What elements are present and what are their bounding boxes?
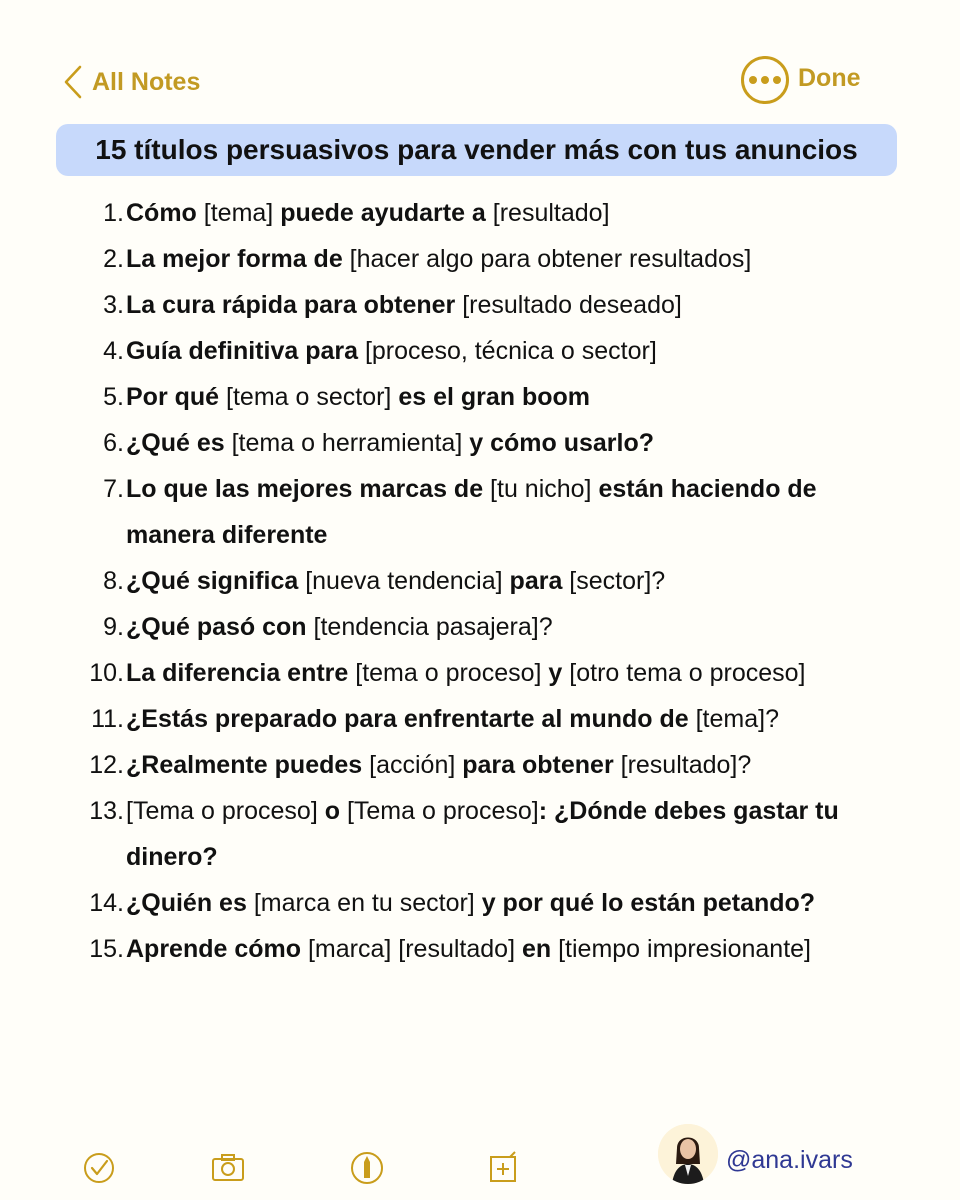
bold-phrase: están haciendo de manera diferente	[126, 475, 817, 549]
more-dot-icon	[749, 76, 757, 84]
bold-phrase: Lo que las mejores marcas de	[126, 475, 484, 503]
profile-photo	[658, 1124, 718, 1184]
camera-icon[interactable]	[210, 1150, 246, 1186]
list-item-number: 3.	[103, 291, 124, 319]
placeholder-phrase: [hacer algo para obtener resultados]	[342, 245, 752, 273]
placeholder-phrase: [acción]	[362, 751, 463, 779]
list-item-text	[126, 190, 886, 236]
pen-icon[interactable]	[349, 1150, 385, 1186]
bottom-toolbar	[0, 1120, 960, 1200]
numbered-list	[0, 190, 960, 972]
bold-phrase: La diferencia entre	[126, 659, 349, 687]
bold-phrase: Por qué	[126, 383, 220, 411]
bold-phrase: puede ayudarte a	[280, 199, 486, 227]
bold-phrase: Cómo	[126, 199, 197, 227]
list-item-text	[126, 420, 886, 466]
list-item-number: 4.	[103, 337, 124, 365]
list-item-text	[126, 466, 886, 558]
bold-phrase: La mejor forma de	[126, 245, 343, 273]
placeholder-phrase: [marca] [resultado]	[301, 935, 522, 963]
list-item	[0, 650, 960, 696]
list-item-number: 11.	[91, 705, 124, 733]
chevron-left-icon	[62, 64, 84, 100]
list-item-text	[126, 328, 886, 374]
placeholder-phrase: [tiempo impresionante]	[551, 935, 812, 963]
list-item-number: 9.	[103, 613, 124, 641]
list-item	[0, 420, 960, 466]
list-item-text	[126, 282, 886, 328]
list-item	[0, 374, 960, 420]
list-item-text	[126, 604, 886, 650]
bold-phrase: ¿Realmente puedes	[126, 751, 363, 779]
list-item-text	[126, 880, 886, 926]
note-title: 15 títulos persuasivos para vender más con tus anuncios	[95, 134, 858, 165]
checklist-icon[interactable]	[81, 1150, 117, 1186]
list-item-number: 13.	[89, 797, 124, 825]
list-item-number: 12.	[89, 751, 124, 779]
bold-phrase: ¿Qué es	[126, 429, 225, 457]
new-note-icon[interactable]	[486, 1150, 522, 1186]
top-bar	[0, 0, 960, 130]
bold-phrase: y por qué lo están petando?	[481, 889, 816, 917]
placeholder-phrase: [tema o herramienta]	[224, 429, 470, 457]
bold-phrase: La cura rápida para obtener	[126, 291, 456, 319]
bold-phrase: ¿Quién es	[126, 889, 247, 917]
list-item	[0, 696, 960, 742]
list-item	[0, 328, 960, 374]
list-item-text	[126, 696, 886, 742]
list-item	[0, 282, 960, 328]
back-button[interactable]	[62, 60, 200, 104]
back-label: All Notes	[92, 67, 201, 96]
list-item-text	[126, 742, 886, 788]
placeholder-phrase: [Tema o proceso]	[126, 797, 325, 825]
placeholder-phrase: [tema]?	[688, 705, 779, 733]
bold-phrase: para	[509, 567, 563, 595]
list-item-number: 8.	[103, 567, 124, 595]
placeholder-phrase: [resultado]	[485, 199, 610, 227]
list-item	[0, 558, 960, 604]
more-dot-icon	[761, 76, 769, 84]
placeholder-phrase: [tema o proceso]	[348, 659, 549, 687]
placeholder-phrase: [proceso, técnica o sector]	[358, 337, 657, 365]
list-item	[0, 926, 960, 972]
list-item-text	[126, 926, 886, 972]
bold-phrase: Aprende cómo	[126, 935, 302, 963]
list-item-number: 5.	[103, 383, 124, 411]
done-button[interactable]: Done	[798, 64, 861, 92]
bold-phrase: ¿Qué pasó con	[126, 613, 307, 641]
placeholder-phrase: [nueva tendencia]	[298, 567, 510, 595]
list-item	[0, 236, 960, 282]
bold-phrase: es el gran boom	[398, 383, 591, 411]
list-item	[0, 466, 960, 558]
placeholder-phrase: [tendencia pasajera]?	[306, 613, 553, 641]
placeholder-phrase: [marca en tu sector]	[246, 889, 482, 917]
list-item-text	[126, 236, 886, 282]
list-item-number: 14.	[89, 889, 124, 917]
bold-phrase: Guía definitiva para	[126, 337, 359, 365]
placeholder-phrase: [otro tema o proceso]	[562, 659, 806, 687]
placeholder-phrase: [tema]	[196, 199, 281, 227]
bold-phrase: : ¿Dónde debes gastar tu dinero?	[126, 797, 839, 871]
bold-phrase: ¿Estás preparado para enfrentarte al mundo de	[126, 705, 689, 733]
avatar	[658, 1124, 718, 1184]
profile-handle[interactable]: @ana.ivars	[726, 1146, 853, 1174]
list-item-number: 15.	[89, 935, 124, 963]
placeholder-phrase: [tu nicho]	[483, 475, 599, 503]
placeholder-phrase: [sector]?	[562, 567, 666, 595]
bold-phrase: en	[521, 935, 552, 963]
list-item-number: 6.	[103, 429, 124, 457]
list-item	[0, 190, 960, 236]
placeholder-phrase: [resultado deseado]	[455, 291, 682, 319]
placeholder-phrase: [Tema o proceso]	[340, 797, 539, 825]
list-item	[0, 880, 960, 926]
list-item-number: 7.	[103, 475, 124, 503]
placeholder-phrase: [tema o sector]	[219, 383, 399, 411]
list-item-text	[126, 650, 886, 696]
list-item-text	[126, 788, 886, 880]
placeholder-phrase: [resultado]?	[613, 751, 752, 779]
bold-phrase: y	[548, 659, 563, 687]
list-item	[0, 788, 960, 880]
list-item-text	[126, 374, 886, 420]
more-options-button[interactable]	[741, 56, 789, 104]
bold-phrase: para obtener	[462, 751, 614, 779]
bold-phrase: y cómo usarlo?	[469, 429, 654, 457]
list-item-number: 1.	[103, 199, 124, 227]
list-item-number: 2.	[103, 245, 124, 273]
list-item-text	[126, 558, 886, 604]
bold-phrase: ¿Qué significa	[126, 567, 299, 595]
list-item	[0, 742, 960, 788]
bold-phrase: o	[324, 797, 340, 825]
note-title-highlight	[56, 124, 897, 176]
list-item-number: 10.	[89, 659, 124, 687]
more-dot-icon	[773, 76, 781, 84]
list-item	[0, 604, 960, 650]
